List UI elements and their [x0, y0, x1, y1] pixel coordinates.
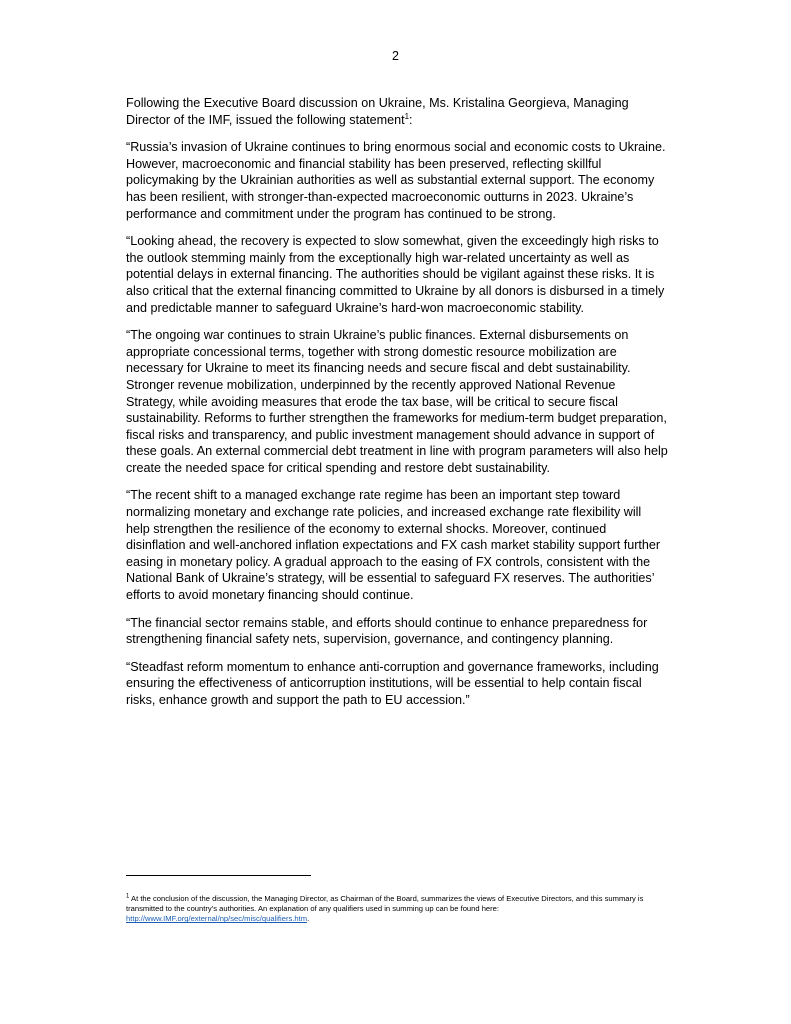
intro-paragraph [126, 95, 668, 128]
footnote-divider [126, 875, 311, 876]
footnote-reference[interactable]: 1 [404, 111, 410, 121]
statement-paragraph-6: “Steadfast reform momentum to enhance anti-corruption and governance frameworks, including ensuring the effectiveness of anticorruption institutions, will be essential to help contain fiscal risks, enhance growth and support the path to EU accession.” [126, 659, 659, 707]
footnote [126, 894, 666, 925]
statement-paragraph-1: “Russia’s invasion of Ukraine continues to bring enormous social and economic costs to Ukraine. However, macroeconomic and financial stability has been preserved, reflecting skillful policymaking by the Ukrainian authorities as well as substantial external support. The economy has been resilient, with stronger-than-expected macroeconomic outturns in 2023. Ukraine’s performance and commitment under the program has continued to be strong. [126, 140, 666, 221]
statement-paragraph-2: “Looking ahead, the recovery is expected to slow somewhat, given the exceedingly high risks to the outlook stemming mainly from the exceptionally high war-related uncertainty as well as potential delays in external financing. The authorities should be vigilant against these risks. It is also critical that the external financing committed to Ukraine by all donors is disbursed in a timely and predictable manner to safeguard Ukraine’s hard-won macroeconomic stability. [126, 234, 665, 315]
document-body [126, 95, 668, 720]
page-number: 2 [392, 49, 399, 63]
statement-paragraph-4: “The recent shift to a managed exchange rate regime has been an important step toward normalizing monetary and exchange rate policies, and increased exchange rate flexibility will help strengthen the resilience of the economy to external shocks. Moreover, continued disinflation and well-anchored inflation expectations and FX cash market stability support further easing in monetary policy. A gradual approach to the easing of FX controls, consistent with the National Bank of Ukraine’s strategy, will be essential to safeguard FX reserves. The authorities’ efforts to avoid monetary financing should continue. [126, 488, 661, 603]
statement-paragraph-5: “The financial sector remains stable, and efforts should continue to enhance preparedness for strengthening financial safety nets, supervision, governance, and contingency planning. [126, 615, 648, 647]
footnote-text: At the conclusion of the discussion, the Managing Director, as Chairman of the Board, summarizes the views of Executive Directors, and this summary is transmitted to the country’s authorities. An explanation of any qualifiers used in summing up can be found here: [126, 894, 644, 914]
footnote-suffix: . [307, 914, 310, 924]
qualifiers-link[interactable]: http://www.IMF.org/external/np/sec/misc/qualifiers.htm [126, 914, 308, 924]
footnote-marker: 1 [126, 893, 130, 900]
intro-text: Following the Executive Board discussion on Ukraine, Ms. Kristalina Georgieva, Managing Director of the IMF, issued the following statement [126, 96, 629, 127]
statement-paragraph-3: “The ongoing war continues to strain Ukraine’s public finances. External disbursements on appropriate concessional terms, together with strong domestic resource mobilization are necessary for Ukraine to meet its financing needs and secure fiscal and debt sustainability. Stronger revenue mobilization, underpinned by the recently approved National Revenue Strategy, while avoiding measures that erode the tax base, will be critical to secure fiscal sustainability. Reforms to further strengthen the frameworks for medium-term budget preparation, fiscal risks and transparency, and public investment management should advance in support of these goals. An external commercial debt treatment in line with program parameters will also help create the needed space for critical spending and restore debt sustainability. [126, 328, 668, 475]
intro-suffix: : [409, 112, 413, 127]
